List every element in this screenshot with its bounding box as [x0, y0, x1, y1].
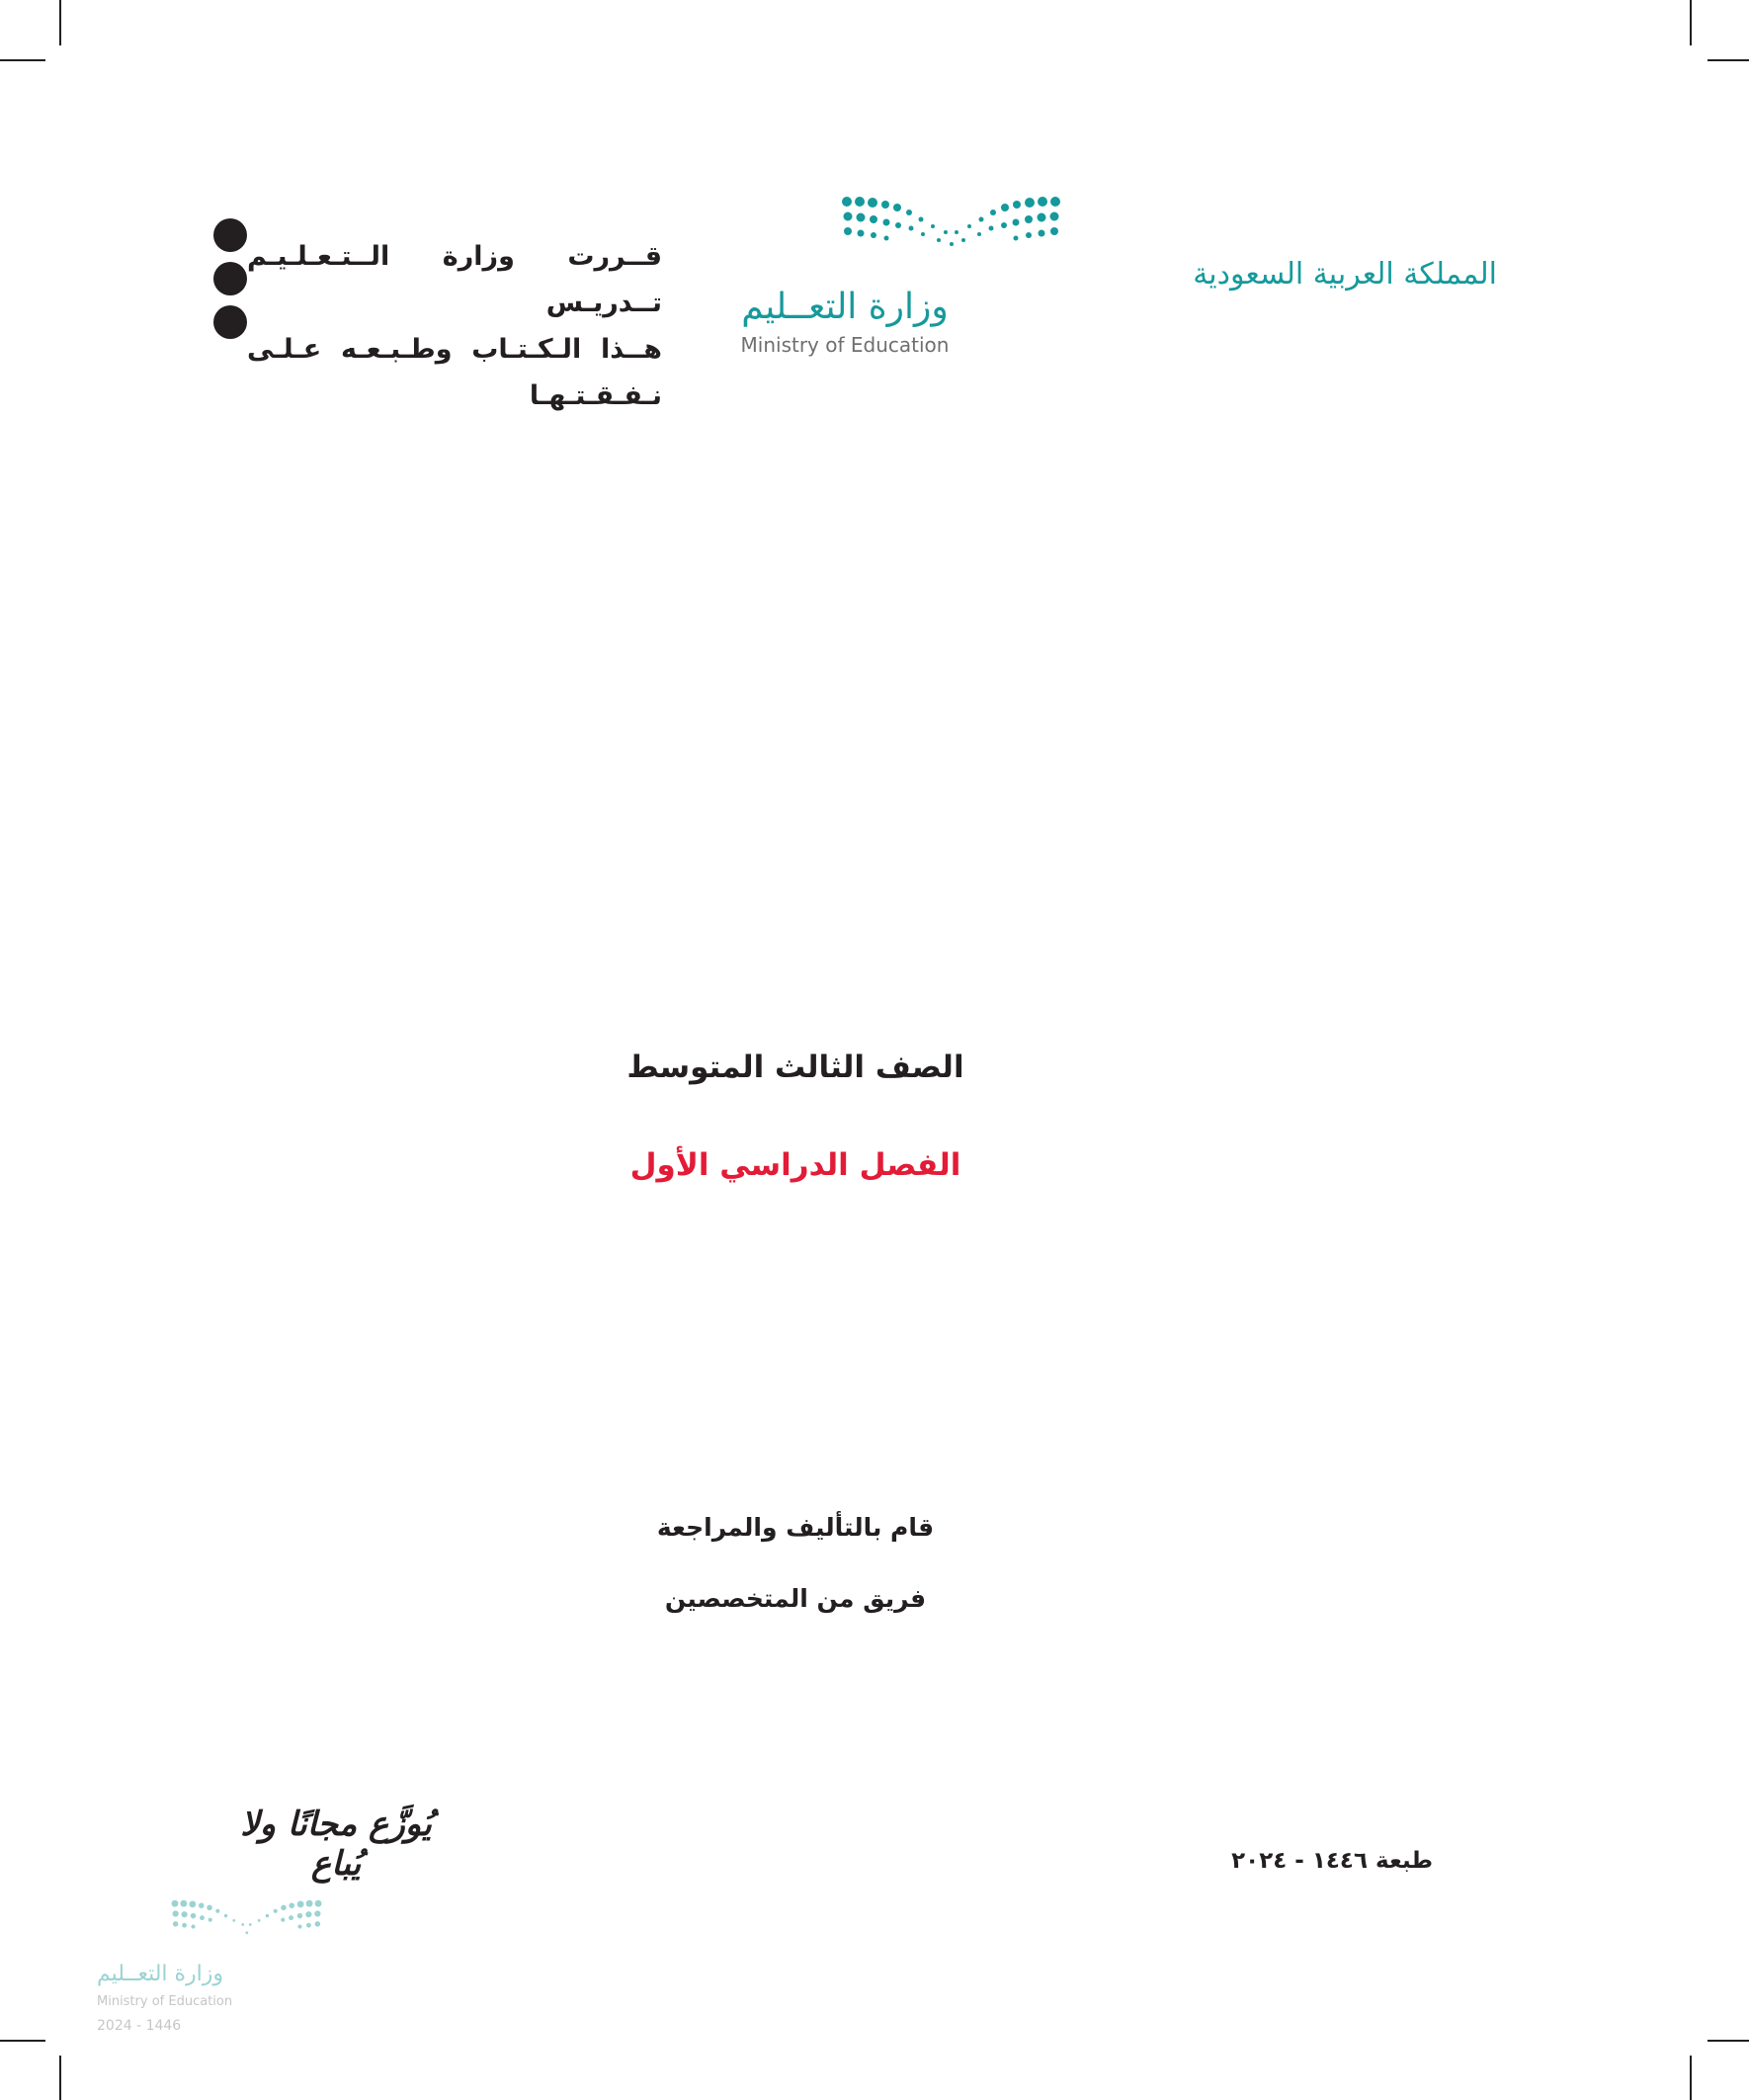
- crop-mark-tl-v: [59, 0, 61, 45]
- decree-line-1: قــررت وزارة الــتـعـلـيـم تــدريـس: [247, 241, 662, 318]
- crop-mark-tl-h: [0, 59, 45, 61]
- authored-by-label: قام بالتأليف والمراجعة: [656, 1513, 935, 1542]
- watermark-ministry-arabic: وزارة التعــليم: [97, 1962, 224, 1986]
- crop-mark-bl-v: [59, 2056, 61, 2100]
- crop-mark-tr-v: [1690, 0, 1692, 45]
- kingdom-name: المملكة العربية السعودية: [1193, 257, 1497, 292]
- crop-mark-bl-h: [0, 2040, 45, 2042]
- author-team: فريق من المتخصصين: [664, 1584, 927, 1613]
- watermark-year: 2024 - 1446: [97, 2018, 182, 2034]
- crop-mark-br-h: [1707, 2040, 1749, 2042]
- decree-text: [247, 233, 662, 419]
- crop-mark-tr-h: [1707, 59, 1749, 61]
- semester-title: الفصل الدراسي الأول: [629, 1147, 961, 1183]
- watermark-ministry-english: Ministry of Education: [97, 1994, 233, 2009]
- decree-dot-1: [213, 218, 247, 252]
- grade-title: الصف الثالث المتوسط: [626, 1050, 964, 1085]
- ministry-name-arabic: وزارة التعــليم: [741, 287, 949, 327]
- edition-label: طبعة ١٤٤٦ - ٢٠٢٤: [1231, 1848, 1433, 1874]
- decree-line-2: هــذا الـكـتـاب وطـبـعـه عـلـى نـفـقـتـهـا: [247, 334, 662, 411]
- free-distribution-note: يُوزَّع مجانًا ولا يُباع: [240, 1805, 432, 1884]
- crop-mark-br-v: [1690, 2056, 1692, 2100]
- ministry-logo-icon: [840, 193, 1062, 272]
- decree-dot-3: [213, 305, 247, 339]
- ministry-name-english: Ministry of Education: [740, 333, 950, 357]
- watermark-logo-icon: [170, 1897, 323, 1952]
- decree-dot-2: [213, 262, 247, 295]
